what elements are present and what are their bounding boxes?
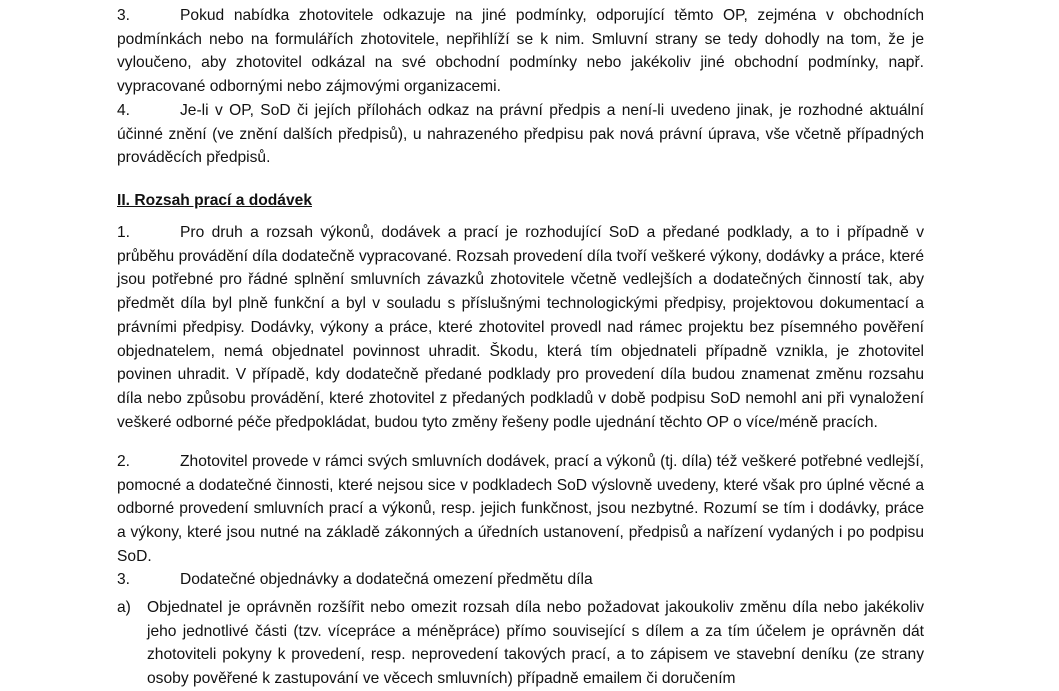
paragraph-number: 4. [117, 102, 131, 119]
subparagraph-a [117, 596, 924, 691]
section-heading: II. Rozsah prací a dodávek [117, 192, 312, 209]
paragraph-text: Pro druh a rozsah výkonů, dodávek a prací je rozhodující SoD a předané podklady, a to i případně v průběhu provádění díla dodatečně vypracované. Rozsah provedení díla tvoří veškeré výkony, dodávky a práce, které jsou potřebné pro řádné splnění smluvních závazků zhotovitele včetně vedlejších a dodatečných činností tak, aby předmět díla byl plně funkční a byl v souladu s příslušnými technologickými předpisy, projektovou dokumentací a právními předpisy. Dodávky, výkony a práce, které zhotovitel provedl nad rámec projektu bez písemného pověření objednatelem, nemá objednatel povinnost uhradit. Škodu, která tím objednateli případně vznikla, je zhotovitel povinen uhradit. V případě, kdy dodatečně předané podklady pro provedení díla budou znamenat změnu rozsahu díla nebo způsobu provádění, které zhotovitel z předaných podkladů v době podpisu SoD nemohl ani při vynaložení veškeré odborné péče předpokládat, budou tyto změny řešeny podle ujednání těchto OP o více/méně pracích. [117, 224, 924, 431]
paragraph-text: Dodatečné objednávky a dodatečná omezení předmětu díla [180, 571, 593, 588]
paragraph-text: Pokud nabídka zhotovitele odkazuje na jiné podmínky, odporující těmto OP, zejména v obchodních podmínkách nebo na formulářích zhotovitele, nepřihlíží se k nim. Smluvní strany se tedy dohodly na tom, že je vyloučeno, aby zhotovitel odkázal na své obchodní podmínky nebo jakékoliv jiné obchodní podmínky, např. vypracované odbornými nebo zájmovými organizacemi. [117, 7, 924, 96]
paragraph-text: Je-li v OP, SoD či jejích přílohách odkaz na právní předpis a není-li uvedeno jinak, je rozhodné aktuální účinné znění (ve znění dalších předpisů), u nahrazeného předpisu pak nová právní úprava, vše včetně případných prováděcích předpisů. [117, 102, 924, 167]
paragraph-II-2 [117, 450, 924, 569]
paragraph-text: Zhotovitel provede v rámci svých smluvních dodávek, prací a výkonů (tj. díla) též veškeré potřebné vedlejší, pomocné a dodatečné činnosti, které nejsou sice v podkladech SoD výslovně uvedeny, které však pro úplné věcné a odborné provedení smluvních prací a výkonů, resp. jejich funkčnost, jsou nezbytné. Rozumí se tím i dodávky, práce a výkony, které jsou nutné na základě zákonných a úředních ustanovení, předpisů a nařízení vydaných i po podpisu SoD. [117, 453, 924, 565]
subparagraph-label: a) [117, 599, 131, 616]
paragraph-I-3 [117, 4, 924, 99]
paragraph-I-4 [117, 99, 924, 170]
paragraph-II-3 [117, 568, 924, 592]
paragraph-number: 1. [117, 224, 131, 241]
paragraph-II-1 [117, 221, 924, 434]
subparagraph-text: Objednatel je oprávněn rozšířit nebo omezit rozsah díla nebo požadovat jakoukoliv změnu díla nebo jakékoliv jeho jednotlivé části (tzv. vícepráce a méněpráce) přímo související s dílem a za tím účelem je oprávněn dát zhotoviteli pokyny k provedení, resp. neprovedení takových prací, a to zápisem ve stavební deníku (ze strany osoby pověřené k zastupování ve věcech smluvních) případně emailem či doručením [147, 599, 924, 688]
paragraph-number: 3. [117, 7, 131, 24]
paragraph-number: 3. [117, 571, 131, 588]
paragraph-number: 2. [117, 453, 131, 470]
